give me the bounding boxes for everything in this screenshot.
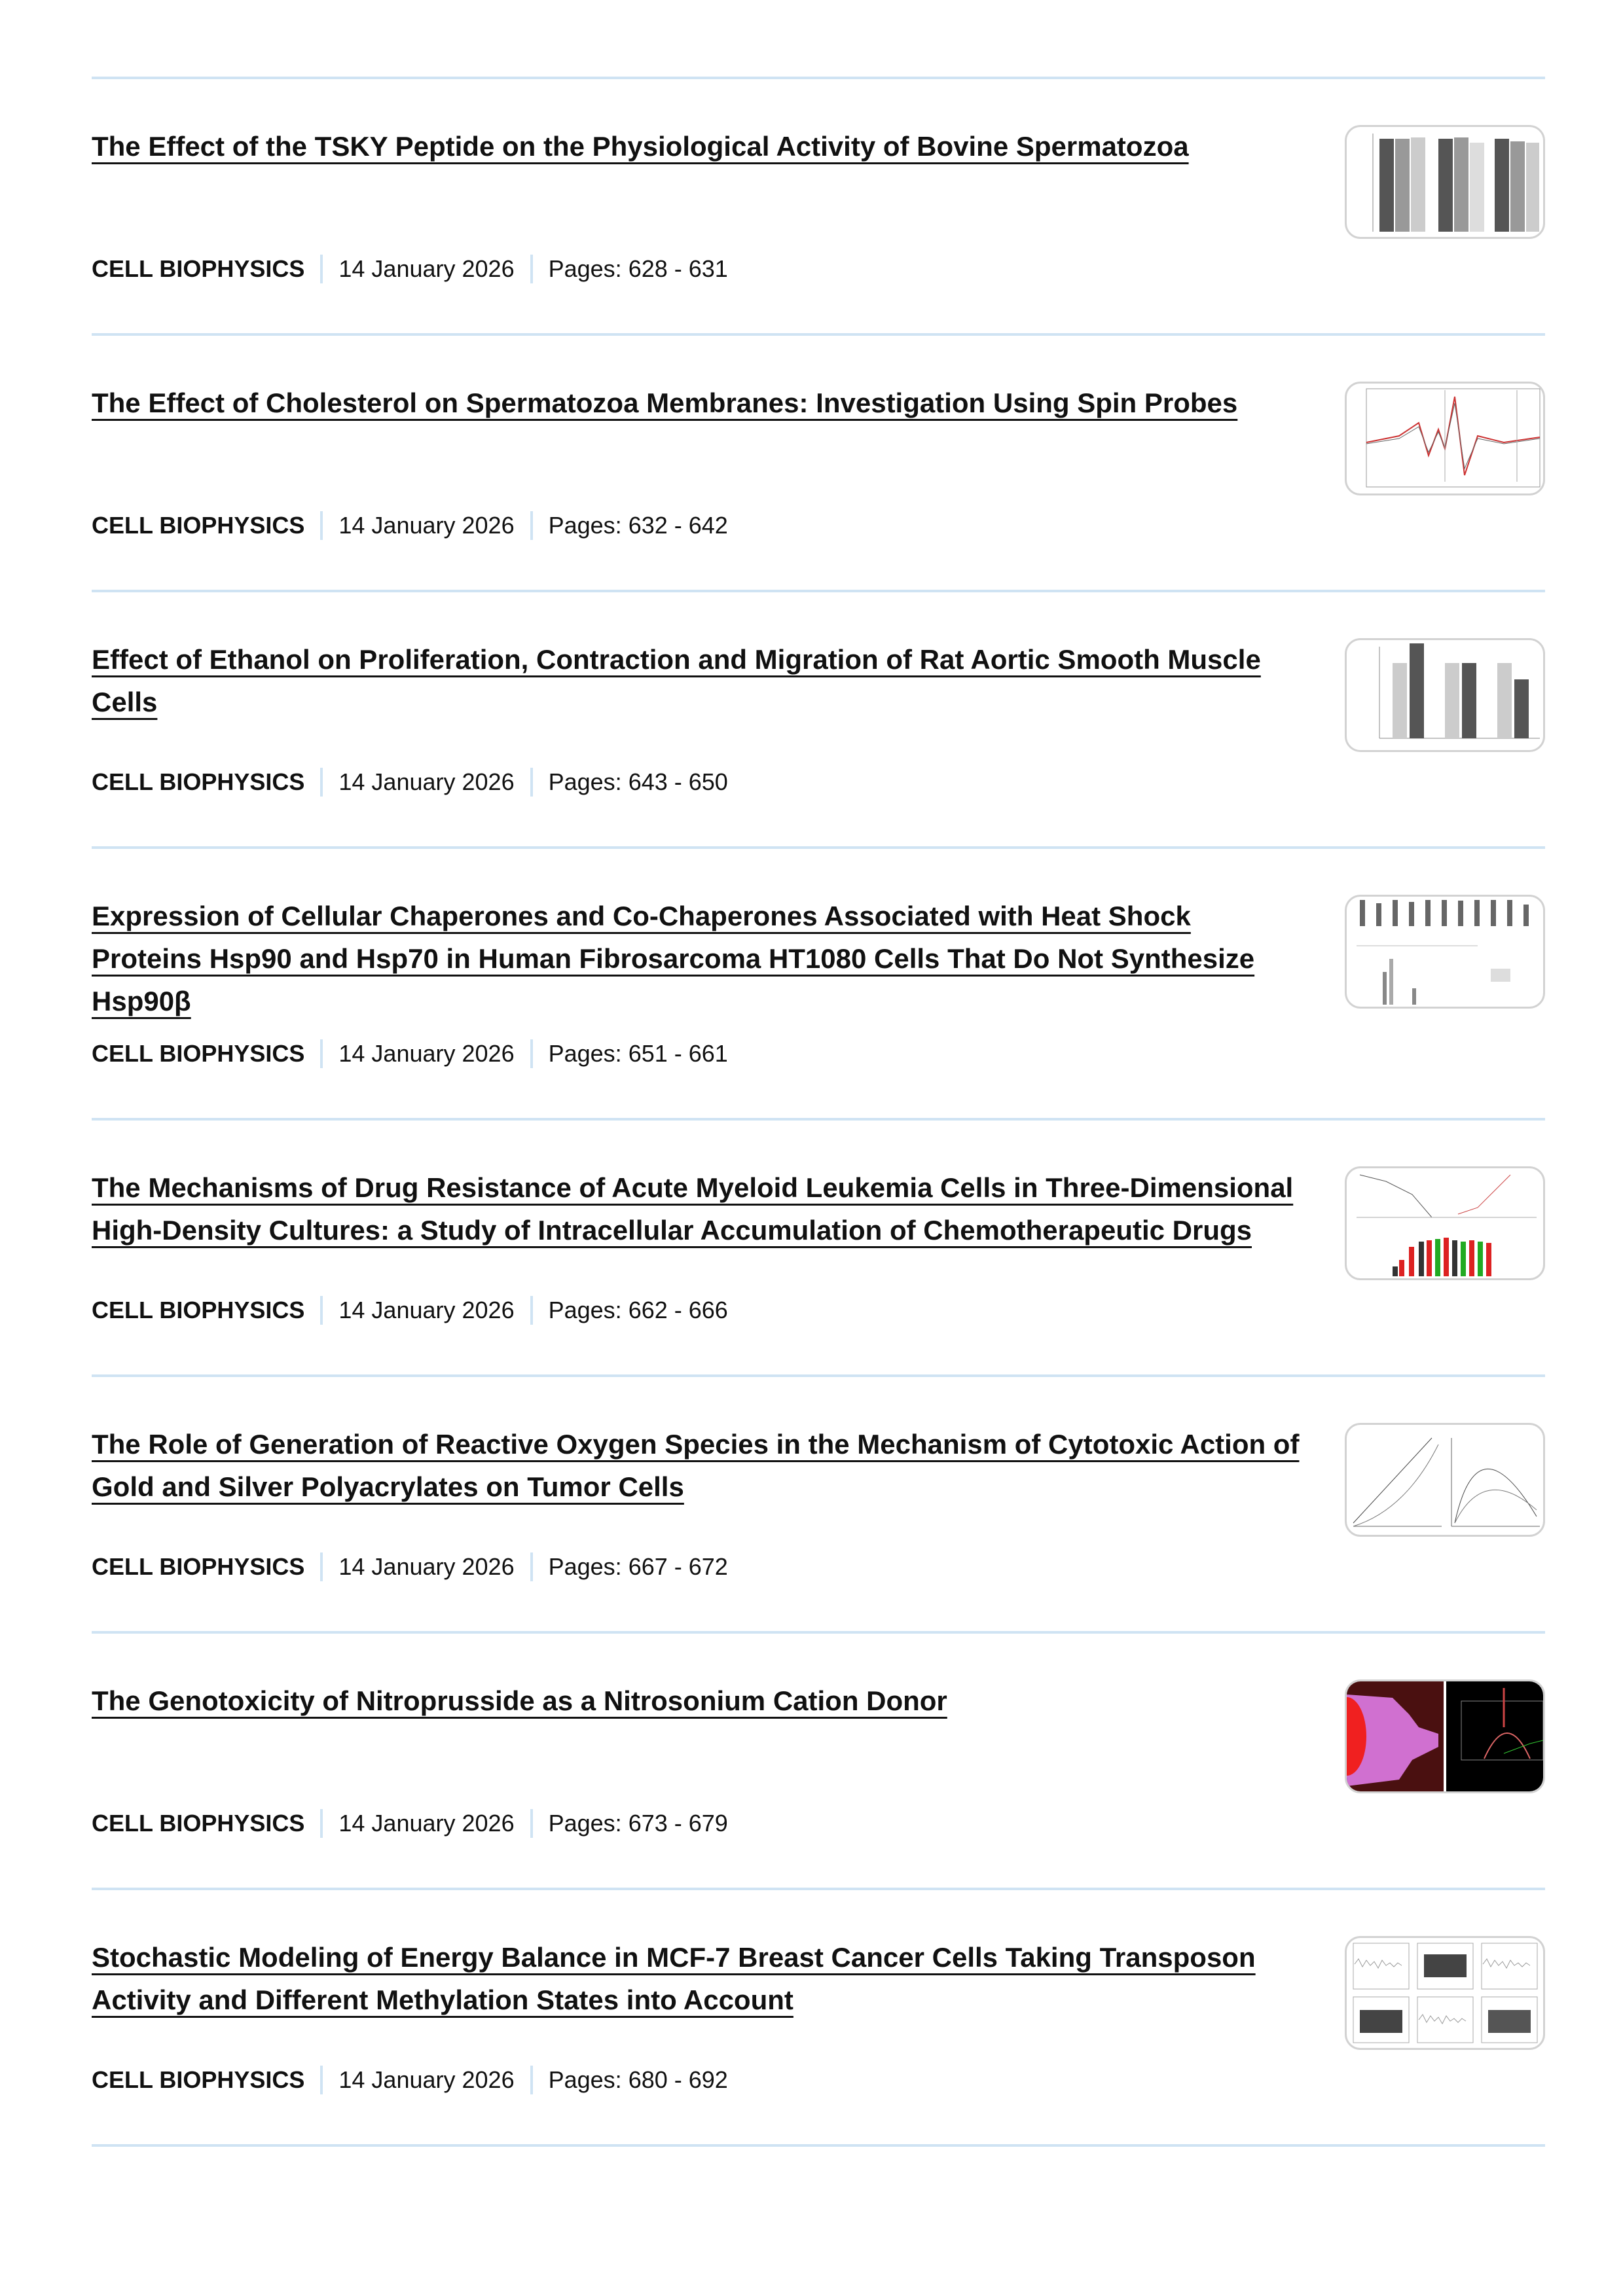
article-thumbnail[interactable]	[1345, 638, 1545, 752]
page-range: Pages: 643 - 650	[548, 768, 728, 795]
meta-divider	[530, 1039, 533, 1068]
page-range: Pages: 680 - 692	[548, 2066, 728, 2093]
journal-name: CELL BIOPHYSICS	[92, 1297, 305, 1323]
article-meta	[92, 253, 1305, 285]
meta-divider	[320, 1552, 323, 1581]
article-item	[92, 849, 1545, 1121]
journal-name: CELL BIOPHYSICS	[92, 2066, 305, 2093]
publish-date: 14 January 2026	[338, 255, 515, 282]
article-item	[92, 1890, 1545, 2147]
article-title-link[interactable]: The Genotoxicity of Nitroprusside as a Nitrosonium Cation Donor	[92, 1685, 947, 1716]
meta-divider	[530, 511, 533, 540]
article-meta	[92, 766, 1305, 798]
article-thumbnail[interactable]	[1345, 1166, 1545, 1280]
page-range: Pages: 628 - 631	[548, 255, 728, 282]
journal-name: CELL BIOPHYSICS	[92, 1040, 305, 1067]
article-thumbnail[interactable]	[1345, 1679, 1545, 1793]
article-thumbnail[interactable]	[1345, 1423, 1545, 1537]
meta-divider	[530, 2066, 533, 2094]
page-range: Pages: 667 - 672	[548, 1553, 728, 1580]
meta-divider	[320, 255, 323, 283]
article-item	[92, 1634, 1545, 1890]
article-item	[92, 336, 1545, 592]
journal-name: CELL BIOPHYSICS	[92, 1553, 305, 1580]
meta-divider	[530, 1809, 533, 1838]
article-title-link[interactable]: Stochastic Modeling of Energy Balance in MCF-7 Breast Cancer Cells Taking Transposon Activity and Different Methylation States into Account	[92, 1942, 1256, 2015]
article-title-link[interactable]: The Effect of the TSKY Peptide on the Physiological Activity of Bovine Spermatozoa	[92, 131, 1189, 162]
meta-divider	[320, 768, 323, 797]
meta-divider	[530, 1296, 533, 1325]
meta-divider	[320, 1296, 323, 1325]
article-thumbnail[interactable]	[1345, 1936, 1545, 2050]
publish-date: 14 January 2026	[338, 512, 515, 539]
meta-divider	[320, 1809, 323, 1838]
article-title-link[interactable]: The Mechanisms of Drug Resistance of Acute Myeloid Leukemia Cells in Three-Dimensional High-Density Cultures: a Study of Intracellular Accumulation of Chemotherapeutic Drugs	[92, 1172, 1294, 1246]
article-meta	[92, 2064, 1305, 2096]
article-item	[92, 1121, 1545, 1377]
article-meta	[92, 1808, 1305, 1839]
article-meta	[92, 1038, 1305, 1069]
journal-name: CELL BIOPHYSICS	[92, 1810, 305, 1837]
page-range: Pages: 632 - 642	[548, 512, 728, 539]
article-thumbnail[interactable]	[1345, 895, 1545, 1009]
page-range: Pages: 673 - 679	[548, 1810, 728, 1837]
publish-date: 14 January 2026	[338, 1040, 515, 1067]
meta-divider	[320, 511, 323, 540]
publish-date: 14 January 2026	[338, 2066, 515, 2093]
meta-divider	[320, 1039, 323, 1068]
article-item	[92, 1377, 1545, 1634]
publish-date: 14 January 2026	[338, 1297, 515, 1323]
meta-divider	[320, 2066, 323, 2094]
article-title-link[interactable]: The Effect of Cholesterol on Spermatozoa Membranes: Investigation Using Spin Probes	[92, 387, 1238, 418]
article-item	[92, 592, 1545, 849]
article-title-link[interactable]: Effect of Ethanol on Proliferation, Contraction and Migration of Rat Aortic Smooth Muscle Cells	[92, 644, 1261, 717]
journal-name: CELL BIOPHYSICS	[92, 255, 305, 282]
article-thumbnail[interactable]	[1345, 382, 1545, 495]
article-item	[92, 79, 1545, 336]
article-title-link[interactable]: The Role of Generation of Reactive Oxygen Species in the Mechanism of Cytotoxic Action of Gold and Silver Polyacrylates on Tumor Cells	[92, 1429, 1300, 1502]
meta-divider	[530, 255, 533, 283]
article-thumbnail[interactable]	[1345, 125, 1545, 239]
meta-divider	[530, 768, 533, 797]
article-meta	[92, 510, 1305, 541]
journal-name: CELL BIOPHYSICS	[92, 512, 305, 539]
meta-divider	[530, 1552, 533, 1581]
journal-name: CELL BIOPHYSICS	[92, 768, 305, 795]
article-title-link[interactable]: Expression of Cellular Chaperones and Co-Chaperones Associated with Heat Shock Proteins Hsp90 and Hsp70 in Human Fibrosarcoma HT1080 Cells That Do Not Synthesize Hsp90β	[92, 901, 1255, 1016]
page-range: Pages: 662 - 666	[548, 1297, 728, 1323]
article-list	[92, 77, 1545, 2147]
publish-date: 14 January 2026	[338, 1553, 515, 1580]
article-meta	[92, 1551, 1305, 1583]
page-range: Pages: 651 - 661	[548, 1040, 728, 1067]
publish-date: 14 January 2026	[338, 1810, 515, 1837]
publish-date: 14 January 2026	[338, 768, 515, 795]
article-meta	[92, 1295, 1305, 1326]
